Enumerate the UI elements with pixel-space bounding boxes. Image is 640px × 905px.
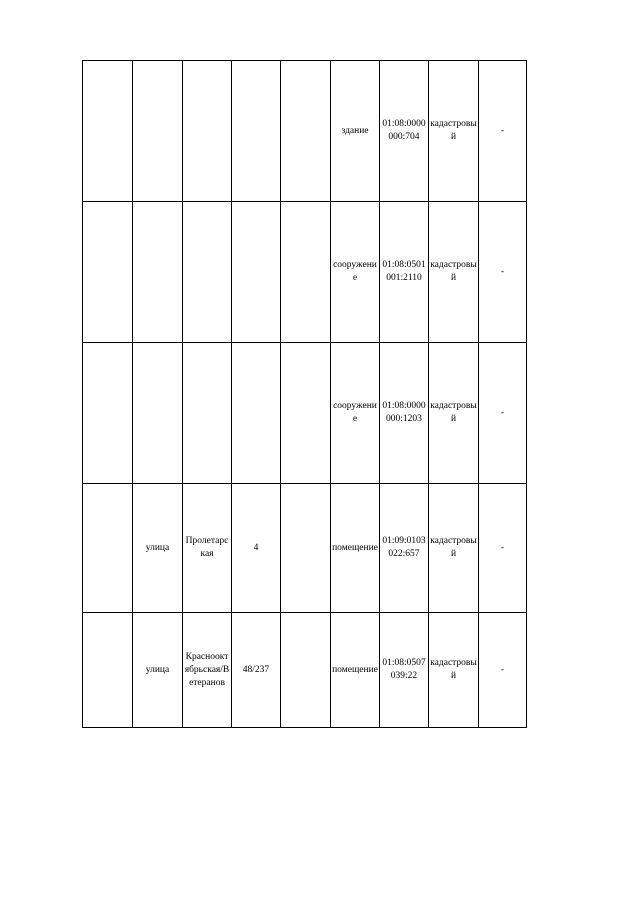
table-cell xyxy=(232,343,281,484)
table-row xyxy=(83,61,527,202)
object-type-cell: сооружение xyxy=(331,202,380,343)
cadastral-number-cell: 01:08:0501001:2110 xyxy=(380,202,429,343)
table-cell xyxy=(281,343,331,484)
table-cell xyxy=(83,202,133,343)
table-cell xyxy=(133,61,183,202)
note-cell: - xyxy=(479,484,527,613)
table-cell xyxy=(232,61,281,202)
table-cell xyxy=(83,484,133,613)
table-cell xyxy=(183,202,232,343)
number-type-cell: кадастровый xyxy=(429,202,479,343)
table-cell xyxy=(281,202,331,343)
note-cell: - xyxy=(479,61,527,202)
note-cell: - xyxy=(479,343,527,484)
note-cell: - xyxy=(479,202,527,343)
street-name-cell: Краснооктябрьская/Ветеранов xyxy=(183,613,232,728)
table-cell xyxy=(183,343,232,484)
table-row xyxy=(83,613,527,728)
cadastral-number-cell: 01:09:0103022:657 xyxy=(380,484,429,613)
table-cell xyxy=(83,61,133,202)
object-type-cell: помещение xyxy=(331,484,380,613)
table-cell xyxy=(281,61,331,202)
table-cell xyxy=(232,202,281,343)
number-type-cell: кадастровый xyxy=(429,484,479,613)
house-number-cell: 48/237 xyxy=(232,613,281,728)
street-type-cell: улица xyxy=(133,484,183,613)
number-type-cell: кадастровый xyxy=(429,61,479,202)
house-number-cell: 4 xyxy=(232,484,281,613)
note-cell: - xyxy=(479,613,527,728)
cadastral-number-cell: 01:08:0000000:704 xyxy=(380,61,429,202)
table-row xyxy=(83,202,527,343)
table-cell xyxy=(83,613,133,728)
cadastral-number-cell: 01:08:0507039:22 xyxy=(380,613,429,728)
table-cell xyxy=(133,202,183,343)
street-type-cell: улица xyxy=(133,613,183,728)
number-type-cell: кадастровый xyxy=(429,343,479,484)
table-cell xyxy=(83,343,133,484)
number-type-cell: кадастровый xyxy=(429,613,479,728)
object-type-cell: сооружение xyxy=(331,343,380,484)
table-cell xyxy=(183,61,232,202)
table-cell xyxy=(133,343,183,484)
object-type-cell: помещение xyxy=(331,613,380,728)
registry-table xyxy=(82,60,527,728)
street-name-cell: Пролетарская xyxy=(183,484,232,613)
table-cell xyxy=(281,613,331,728)
table-cell xyxy=(281,484,331,613)
object-type-cell: здание xyxy=(331,61,380,202)
table-row xyxy=(83,343,527,484)
table-row xyxy=(83,484,527,613)
cadastral-number-cell: 01:08:0000000:1203 xyxy=(380,343,429,484)
